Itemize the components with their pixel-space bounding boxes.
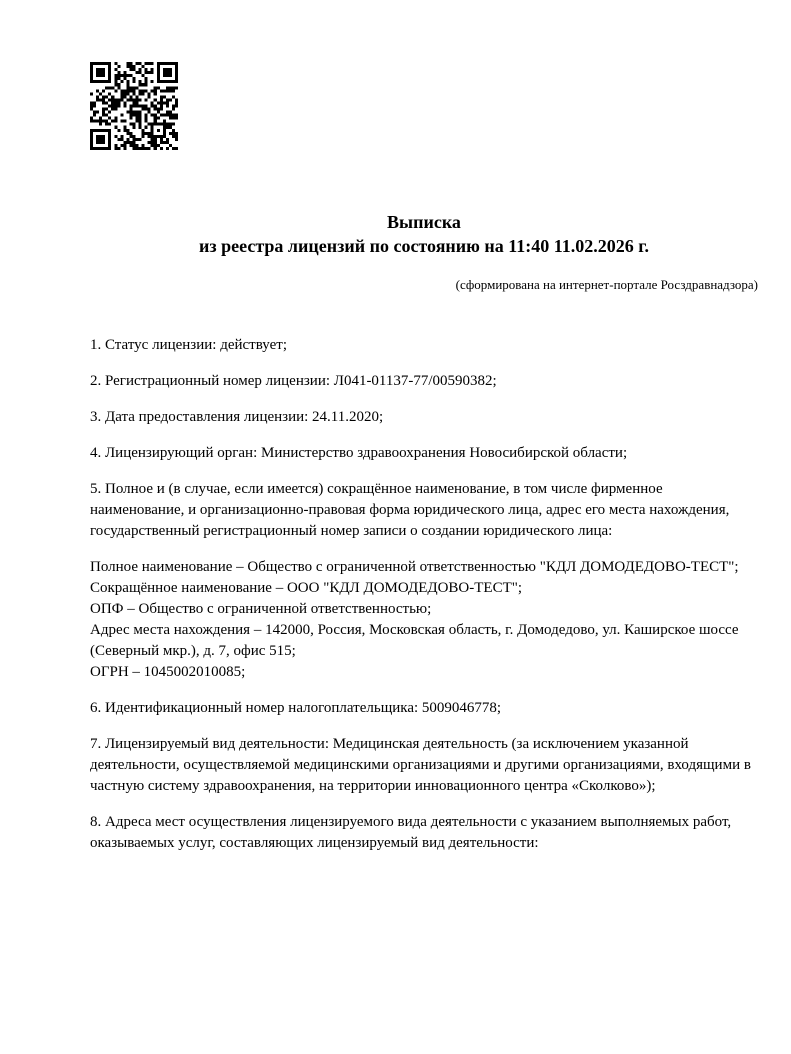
document-subtitle: (сформирована на интернет-портале Росздравнадзора) <box>455 277 758 292</box>
license-paragraph: 2. Регистрационный номер лицензии: Л041-01137-77/00590382; <box>90 373 497 389</box>
organization-details-line: Адрес места нахождения – 142000, Россия, Московская область, г. Домодедово, ул. Каширское шоссе (Северный мкр.), д. 7, офис 515; <box>90 622 739 659</box>
organization-details-line: Полное наименование – Общество с ограниченной ответственностью "КДЛ ДОМОДЕДОВО-ТЕСТ"; <box>90 559 739 575</box>
document-title-line1: Выписка <box>387 212 461 232</box>
license-paragraph: 5. Полное и (в случае, если имеется) сокращённое наименование, в том числе фирменное наименование, и организационно-правовая форма юридического лица, адрес его места нахождения, государственный регистрационный номер записи о создании юридического лица: <box>90 481 730 539</box>
license-paragraph: 4. Лицензирующий орган: Министерство здравоохранения Новосибирской области; <box>90 445 628 461</box>
organization-details-line: Сокращённое наименование – ООО "КДЛ ДОМОДЕДОВО-ТЕСТ"; <box>90 580 523 596</box>
document-title <box>90 210 758 258</box>
document-title-line2: из реестра лицензий по состоянию на 11:40 11.02.2026 г. <box>199 236 649 256</box>
license-paragraph: 1. Статус лицензии: действует; <box>90 337 287 353</box>
organization-details-block <box>90 557 758 683</box>
license-extract-document <box>90 0 758 869</box>
license-paragraph: 7. Лицензируемый вид деятельности: Медицинская деятельность (за исключением указанной деятельности, осуществляемой медицинскими организациями и другими организациями, входящими в частную систему здравоохранения, на территории инновационного центра «Сколково»); <box>90 736 751 794</box>
organization-details-line: ОПФ – Общество с ограниченной ответственностью; <box>90 601 432 617</box>
license-paragraph: 3. Дата предоставления лицензии: 24.11.2020; <box>90 409 384 425</box>
document-body <box>90 335 758 854</box>
organization-details-line: ОГРН – 1045002010085; <box>90 664 246 680</box>
license-paragraph: 8. Адреса мест осуществления лицензируемого вида деятельности с указанием выполняемых работ, оказываемых услуг, составляющих лицензируемый вид деятельности: <box>90 814 732 851</box>
license-paragraph: 6. Идентификационный номер налогоплательщика: 5009046778; <box>90 700 502 716</box>
